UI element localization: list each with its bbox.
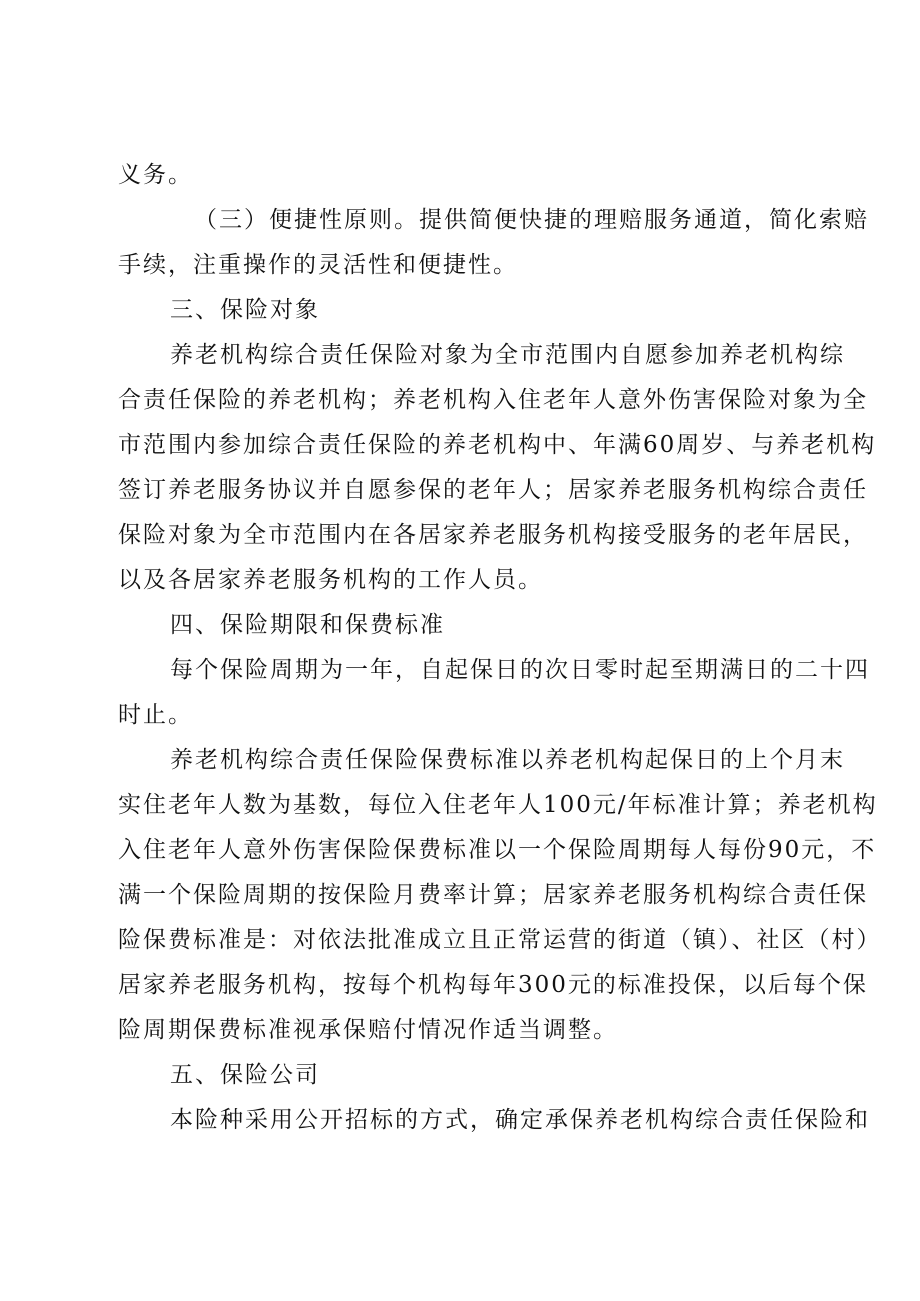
paragraph-line: 本险种采用公开招标的方式，确定承保养老机构综合责任保险和 [170,1107,870,1133]
section-heading-5: 五、保险公司 [170,1062,320,1088]
section-heading-3: 三、保险对象 [170,297,320,323]
paragraph-line: 险周期保费标准视承保赔付情况作适当调整。 [118,1017,618,1043]
paragraph-line: 时止。 [118,702,193,728]
paragraph-line: 养老机构综合责任保险对象为全市范围内自愿参加养老机构综 [170,342,845,368]
paragraph-line: 实住老年人数为基数，每位入住老年人100元/年标准计算；养老机构 [118,792,878,818]
paragraph-line: 入住老年人意外伤害保险保费标准以一个保险周期每人每份90元，不 [118,837,877,863]
paragraph-line: 满一个保险周期的按保险月费率计算；居家养老服务机构综合责任保 [118,882,868,908]
paragraph-line: 居家养老服务机构，按每个机构每年300元的标准投保，以后每个保 [118,972,868,998]
paragraph-line: 义务。 [118,162,193,188]
principle-line: 手续，注重操作的灵活性和便捷性。 [118,252,518,278]
paragraph-line: 市范围内参加综合责任保险的养老机构中、年满60周岁、与养老机构 [118,432,877,458]
paragraph-line: 每个保险周期为一年，自起保日的次日零时起至期满日的二十四 [170,657,870,683]
section-heading-4: 四、保险期限和保费标准 [170,612,445,638]
paragraph-line: 养老机构综合责任保险保费标准以养老机构起保日的上个月末 [170,747,845,773]
principle-line: （三）便捷性原则。提供简便快捷的理赔服务通道，简化索赔 [194,207,869,233]
paragraph-line: 保险对象为全市范围内在各居家养老服务机构接受服务的老年居民， [118,522,868,548]
paragraph-line: 合责任保险的养老机构；养老机构入住老年人意外伤害保险对象为全 [118,387,868,413]
paragraph-line: 险保费标准是：对依法批准成立且正常运营的街道（镇）、社区（村） [118,927,882,953]
paragraph-line: 签订养老服务协议并自愿参保的老年人；居家养老服务机构综合责任 [118,477,868,503]
paragraph-line: 以及各居家养老服务机构的工作人员。 [118,567,543,593]
